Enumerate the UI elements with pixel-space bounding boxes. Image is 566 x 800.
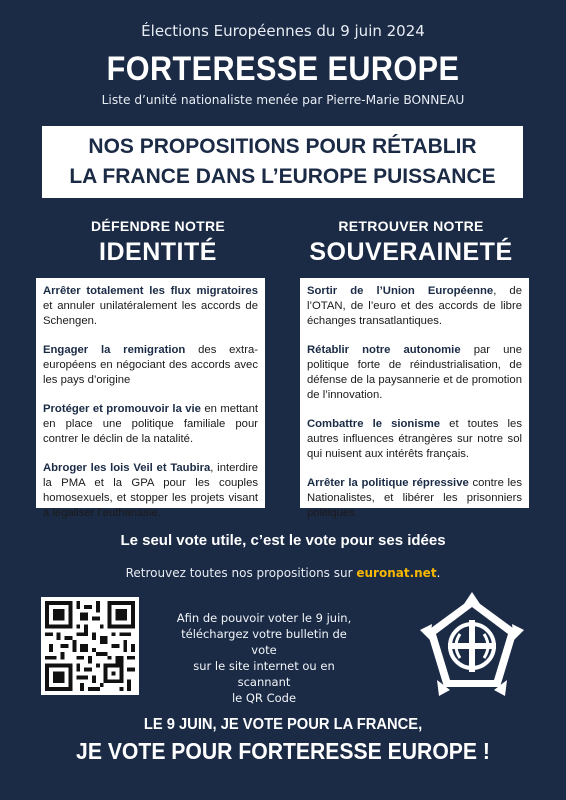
column-heading-souverainete bbox=[288, 218, 534, 267]
proposition-text: par une politique forte de réindustrialisation, de défense de la paysannerie et de promotion de l’innovation. bbox=[307, 344, 522, 401]
proposition-text: des extra-européens en négociant des accords avec les pays d’origine bbox=[43, 344, 259, 386]
proposition-text: en mettant en place une politique familiale pour contrer le déclin de la natalité. bbox=[43, 403, 258, 445]
website-link[interactable]: euronat.net bbox=[356, 566, 437, 580]
souverainete-propositions bbox=[300, 278, 529, 519]
proposition-bold: Protéger et promouvoir la vie bbox=[43, 403, 201, 415]
qr-caption-line: le QR Code bbox=[231, 691, 297, 705]
proposition-text: contre les Nationalistes, et libérer les prisonniers politiques. bbox=[307, 477, 522, 519]
proposition-bold: Engager la remigration bbox=[43, 344, 186, 356]
proposition-text: et toutes les autres influences étrangères sur notre sol qui nuisent aux intérêts français. bbox=[307, 418, 522, 460]
election-date-line: Élections Européennes du 9 juin 2024 bbox=[141, 22, 425, 40]
qr-caption-line: Afin de pouvoir voter le 9 juin, bbox=[176, 611, 352, 625]
proposition-item bbox=[43, 402, 258, 447]
proposition-item bbox=[43, 284, 258, 329]
qr-caption bbox=[172, 610, 356, 706]
column-heading-identite bbox=[35, 218, 281, 267]
proposition-text: , de l’OTAN, de l’euro et des accords de libre échanges transatlantiques. bbox=[307, 285, 522, 327]
proposition-text: , interdire la PMA et la GPA pour les couples homosexuels, et stopper les projets visant à légaliser l’euthanasie. bbox=[43, 462, 258, 519]
column-title: SOUVERAINETÉ bbox=[309, 238, 513, 266]
proposition-item bbox=[43, 343, 258, 388]
proposition-bold: Rétablir notre autonomie bbox=[307, 344, 461, 356]
column-kicker: DÉFENDRE NOTRE bbox=[90, 218, 226, 234]
propositions-banner bbox=[42, 126, 523, 198]
page-title: FORTERESSE EUROPE bbox=[106, 50, 460, 88]
fortress-emblem-icon bbox=[418, 592, 526, 700]
column-title: IDENTITÉ bbox=[99, 238, 217, 266]
banner-line-1: NOS PROPOSITIONS POUR RÉTABLIR bbox=[88, 135, 477, 158]
qr-caption-line: sur le site internet ou en scannant bbox=[193, 659, 335, 689]
closing-line-2: JE VOTE POUR FORTERESSE EUROPE ! bbox=[76, 738, 490, 764]
proposition-bold: Arrêter totalement les flux migratoires bbox=[43, 285, 258, 297]
qr-code-icon[interactable] bbox=[41, 597, 139, 695]
proposition-item bbox=[307, 343, 522, 403]
identite-propositions bbox=[36, 278, 265, 519]
proposition-bold: Abroger les lois Veil et Taubira bbox=[43, 462, 211, 474]
more-info-text: Retrouvez toutes nos propositions sur bbox=[125, 566, 357, 580]
proposition-item bbox=[43, 461, 258, 521]
closing-line-1: LE 9 JUIN, JE VOTE POUR LA FRANCE, bbox=[143, 716, 423, 733]
more-info-suffix: . bbox=[436, 566, 441, 580]
proposition-bold: Arrêter la politique répressive bbox=[307, 477, 469, 489]
proposition-text: et annuler unilatéralement les accords de Schengen. bbox=[43, 300, 258, 327]
more-info-line bbox=[0, 566, 566, 580]
qr-caption-line: téléchargez votre bulletin de vote bbox=[181, 627, 347, 657]
banner-line-2: LA FRANCE DANS L’EUROPE PUISSANCE bbox=[69, 165, 496, 188]
list-subtitle: Liste d’unité nationaliste menée par Pierre-Marie BONNEAU bbox=[101, 93, 465, 107]
proposition-item bbox=[307, 284, 522, 329]
column-kicker: RETROUVER NOTRE bbox=[338, 218, 484, 234]
proposition-item bbox=[307, 476, 522, 521]
proposition-bold: Sortir de l’Union Européenne bbox=[307, 285, 494, 297]
proposition-bold: Combattre le sionisme bbox=[307, 418, 441, 430]
slogan: Le seul vote utile, c’est le vote pour ses idées bbox=[120, 532, 446, 549]
proposition-item bbox=[307, 417, 522, 462]
